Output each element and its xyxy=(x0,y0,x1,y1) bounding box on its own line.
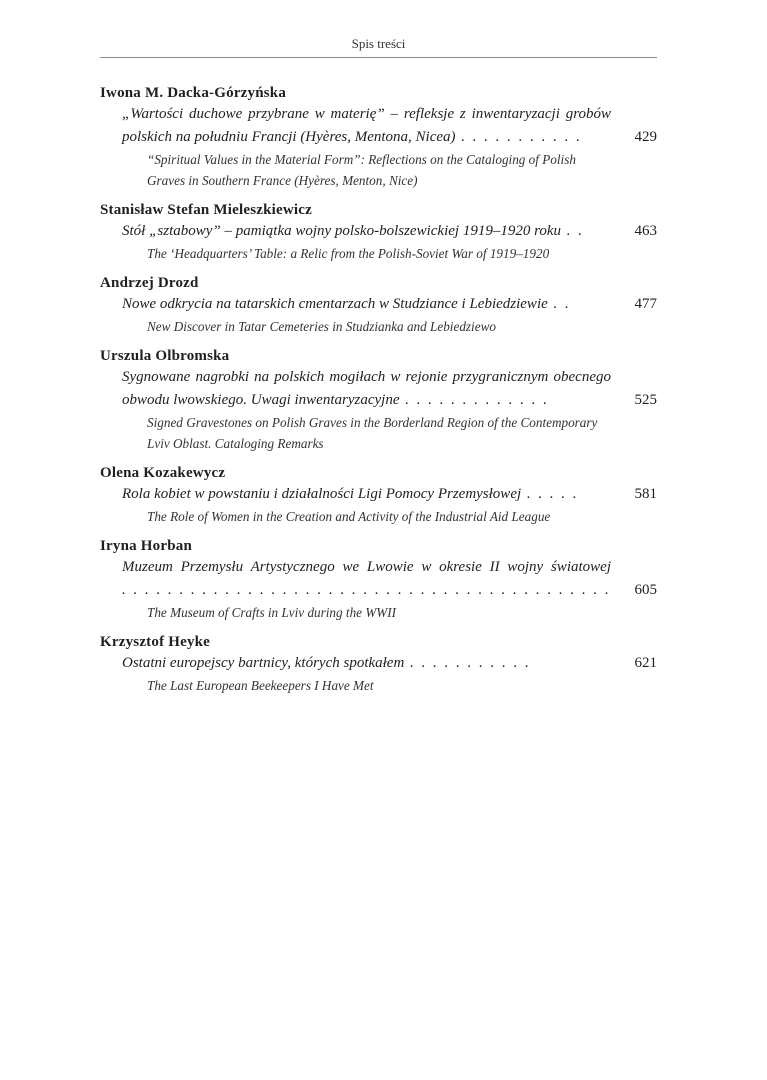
author-name: Stanisław Stefan Mieleszkiewicz xyxy=(100,202,313,218)
toc-entry xyxy=(100,347,657,454)
article-title-pl[interactable] xyxy=(122,103,657,149)
author-name: Olena Kozakewycz xyxy=(100,465,226,481)
title-text: „Wartości duchowe przybrane w materię” – refleksje z inwentaryzacji grobów polskich na południu Francji (Hyères, Mentona, Nicea) xyxy=(122,106,611,145)
article-title-en: The Role of Women in the Creation and Activity of the Industrial Aid League xyxy=(147,509,551,524)
article-title-en: The Last European Beekeepers I Have Met xyxy=(147,678,374,693)
table-of-contents xyxy=(100,84,657,706)
page-number: 477 xyxy=(634,296,657,312)
author-name: Urszula Olbromska xyxy=(100,348,230,364)
header-rule xyxy=(100,57,657,58)
leader-dots: . . . . . . . . . . . xyxy=(404,655,531,671)
toc-entry xyxy=(100,84,657,191)
page-number: 605 xyxy=(634,582,657,598)
article-title-en: The ‘Headquarters’ Table: a Relic from the Polish-Soviet War of 1919–1920 xyxy=(147,246,550,261)
article-title-en: New Discover in Tatar Cemeteries in Studzianka and Lebiedziewo xyxy=(147,319,496,334)
article-title-pl[interactable] xyxy=(122,652,657,675)
leader-dots: . . . . . . . . . . . . . xyxy=(399,392,549,408)
author-name: Iryna Horban xyxy=(100,538,192,554)
title-text: Stół „sztabowy” – pamiątka wojny polsko-bolszewickiej 1919–1920 roku xyxy=(122,223,562,239)
article-title-pl[interactable] xyxy=(122,293,657,316)
author-name: Andrzej Drozd xyxy=(100,275,199,291)
title-text: Sygnowane nagrobki na polskich mogiłach w rejonie przygranicznym obecnego obwodu lwowskiego. Uwagi inwentaryzacyjne xyxy=(122,369,611,408)
leader-dots: . . . . . . . . . . . . . . . . . . . . . . . . . . . . . . . . . . . . . . . . . . . xyxy=(122,582,611,598)
article-title-pl[interactable] xyxy=(122,366,657,412)
article-title-en: The Museum of Crafts in Lviv during the WWII xyxy=(147,605,397,620)
leader-dots: . . . . . xyxy=(521,486,579,502)
page-number: 525 xyxy=(634,392,657,408)
leader-dots: . . . . . . . . . . . xyxy=(455,129,583,145)
toc-entry xyxy=(100,274,657,337)
article-title-pl[interactable] xyxy=(122,483,657,506)
page-number: 581 xyxy=(634,486,657,502)
title-text: Nowe odkrycia na tatarskich cmentarzach w Studziance i Lebiedziewie xyxy=(122,296,548,312)
toc-entry xyxy=(100,633,657,696)
page-number: 429 xyxy=(634,129,657,145)
toc-entry xyxy=(100,537,657,623)
page-number: 621 xyxy=(634,655,657,671)
page-number: 463 xyxy=(634,223,657,239)
title-text: Muzeum Przemysłu Artystycznego we Lwowie w okresie II wojny światowej xyxy=(122,559,611,575)
author-name: Krzysztof Heyke xyxy=(100,634,211,650)
title-text: Rola kobiet w powstaniu i działalności Ligi Pomocy Przemysłowej xyxy=(122,486,522,502)
article-title-pl[interactable] xyxy=(122,220,657,243)
leader-dots: . . xyxy=(561,223,585,239)
article-title-en: Signed Gravestones on Polish Graves in the Borderland Region of the Contemporary Lviv Oblast. Cataloging Remarks xyxy=(147,415,598,451)
leader-dots: . . xyxy=(547,296,571,312)
running-head: Spis treści xyxy=(351,36,406,51)
article-title-pl[interactable] xyxy=(122,556,657,602)
article-title-en: “Spiritual Values in the Material Form”: Reflections on the Cataloging of Polish Graves in Southern France (Hyères, Menton, Nice) xyxy=(147,152,576,188)
author-name: Iwona M. Dacka-Górzyńska xyxy=(100,85,287,101)
title-text: Ostatni europejscy bartnicy, których spotkałem xyxy=(122,655,405,671)
toc-entry xyxy=(100,464,657,527)
toc-entry xyxy=(100,201,657,264)
